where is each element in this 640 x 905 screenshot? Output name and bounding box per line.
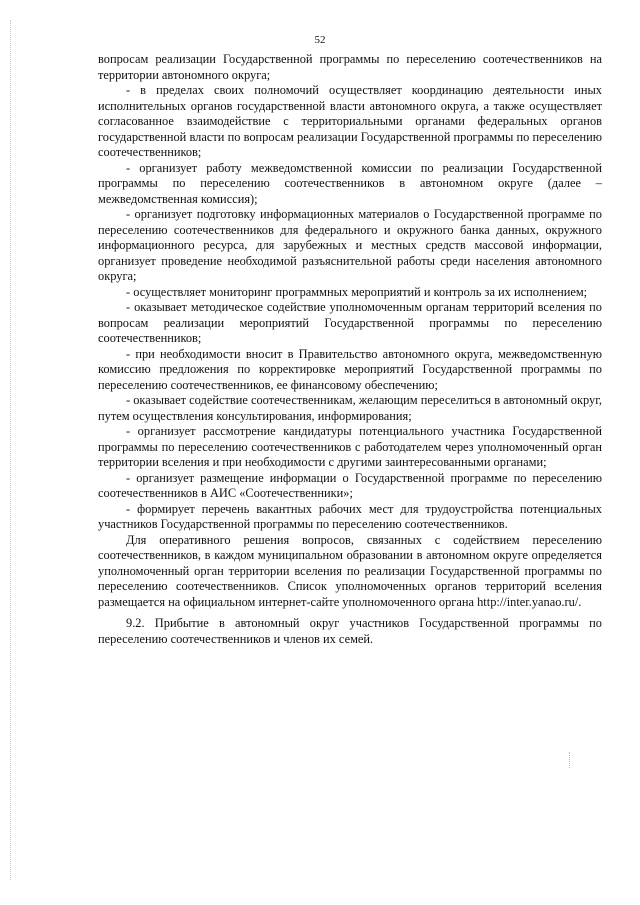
- scan-edge-mark: [10, 20, 11, 880]
- paragraph: - при необходимости вносит в Правительство автономного округа, межведомственную комиссию предложения по корректировке мероприятий Государственной программы по переселению соотечественников, ее финансовому обеспечению;: [98, 346, 602, 392]
- paragraph: - оказывает методическое содействие уполномоченным органам территорий вселения по вопросам реализации мероприятий Государственной программы по переселению соотечественников;: [98, 300, 602, 345]
- section-heading-paragraph: 9.2. Прибытие в автономный округ участников Государственной программы по переселению соотечественников и членов их семей.: [98, 616, 602, 646]
- paragraph: вопросам реализации Государственной программы по переселению соотечественников на территории автономного округа;: [98, 52, 602, 82]
- page-number: 52: [314, 34, 326, 46]
- document-body: [98, 52, 602, 647]
- paragraph: - осуществляет мониторинг программных мероприятий и контроль за их исполнением;: [126, 284, 588, 299]
- paragraph: - организует рассмотрение кандидатуры потенциального участника Государственной программы по переселению соотечественников с работодателем через уполномоченный орган территории вселения и при необходимости с другими заинтересованными органами;: [98, 424, 602, 469]
- paragraph: - в пределах своих полномочий осуществляет координацию деятельности иных исполнительных органов государственной власти автономного округа, а также осуществляет согласованное взаимодействие с территориальными органами федеральных органов государственной власти по вопросам реализации Государственной программы по переселению соотечественников;: [98, 83, 602, 159]
- paragraph: - оказывает содействие соотечественникам, желающим переселиться в автономный округ, путем осуществления консультирования, информирования;: [98, 393, 602, 423]
- scan-artifact-mark: [569, 752, 570, 768]
- paragraph: - формирует перечень вакантных рабочих мест для трудоустройства потенциальных участников Государственной программы по переселению соотечественников.: [98, 501, 602, 531]
- paragraph: - организует размещение информации о Государственной программе по переселению соотечественников в АИС «Соотечественники»;: [98, 470, 602, 500]
- paragraph: Для оперативного решения вопросов, связанных с содействием переселению соотечественников, в каждом муниципальном образовании в автономном округе определяется уполномоченный орган территории вселения по реализации Государственной программы по переселению соотечественников. Список уполномоченных органов территорий вселения размещается на официальном интернет-сайте уполномоченного органа http://inter.yanao.ru/.: [98, 532, 602, 609]
- paragraph: - организует работу межведомственной комиссии по реализации Государственной программы по переселению соотечественников в автономном округе (далее – межведомственная комиссия);: [98, 160, 602, 206]
- paragraph: - организует подготовку информационных материалов о Государственной программе по переселению соотечественников для федерального и окружного банка данных, окружного информационного ресурса, для зарубежных и местных средств массовой информации, организует проведение необходимой разъяснительной работы среди населения автономного округа;: [98, 207, 602, 283]
